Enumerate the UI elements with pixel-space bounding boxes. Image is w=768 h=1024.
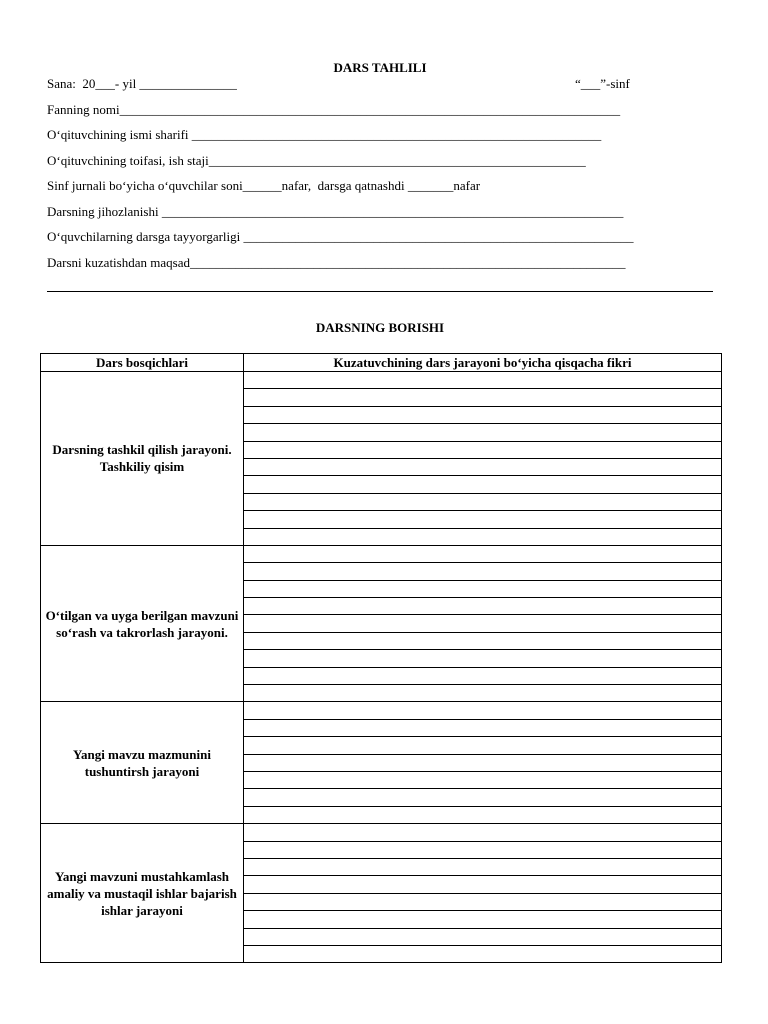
writing-line[interactable] [244,668,721,685]
writing-line[interactable] [244,929,721,946]
writing-line[interactable] [244,702,721,719]
writing-line[interactable] [244,442,721,459]
section-title: DARSNING BORISHI [315,320,445,335]
writing-line[interactable] [244,911,721,928]
writing-line[interactable] [244,494,721,511]
observer-notes-cell [244,372,722,546]
writing-line[interactable] [244,598,721,615]
column-header-stages: Dars bosqichlari [41,354,244,372]
stage-label: Yangi mavzu mazmunini tushuntirsh jarayoni [41,702,244,824]
class-field: “___”-sinf [575,76,630,91]
date-line: Sana: 20___- yil _______________ [47,76,237,91]
writing-line[interactable] [244,789,721,806]
table-row [41,702,722,824]
writing-line[interactable] [244,946,721,962]
writing-line[interactable] [244,633,721,650]
writing-line[interactable] [244,894,721,911]
teacher-category-line: O‘qituvchining toifasi, ish staji__________________________________________________________ [47,153,586,168]
writing-line[interactable] [244,615,721,632]
writing-line[interactable] [244,859,721,876]
page-title: DARS TAHLILI [333,60,427,75]
stage-label: Yangi mavzuni mustahkamlash amaliy va mustaqil ishlar bajarish ishlar jarayoni [41,824,244,963]
writing-line[interactable] [244,807,721,823]
lesson-progress-table [40,353,722,963]
table-header-row [41,354,722,372]
writing-line[interactable] [244,772,721,789]
writing-line[interactable] [244,755,721,772]
writing-line[interactable] [244,876,721,893]
writing-line[interactable] [244,685,721,701]
observer-notes-cell [244,702,722,824]
student-count-line: Sinf jurnali bo‘yicha o‘quvchilar soni______nafar, darsga qatnashdi _______nafar [47,178,481,193]
table-row [41,372,722,546]
subject-name-line: Fanning nomi_____________________________________________________________________________ [47,102,621,117]
writing-line[interactable] [244,650,721,667]
writing-line[interactable] [244,424,721,441]
writing-line[interactable] [244,581,721,598]
lesson-equipment-line: Darsning jihozlanishi _______________________________________________________________________ [47,204,624,219]
writing-line[interactable] [244,563,721,580]
writing-line[interactable] [244,389,721,406]
writing-line[interactable] [244,546,721,563]
writing-line[interactable] [244,372,721,389]
writing-line[interactable] [244,842,721,859]
observation-goal-line: Darsni kuzatishdan maqsad___________________________________________________________________ [47,255,626,270]
table-row [41,545,722,702]
writing-line[interactable] [244,459,721,476]
writing-line[interactable] [244,476,721,493]
student-preparedness-line: O‘quvchilarning darsga tayyorgarligi ____________________________________________________________ [47,229,634,244]
writing-line[interactable] [244,407,721,424]
writing-line[interactable] [244,737,721,754]
writing-line[interactable] [244,511,721,528]
column-header-observer-notes: Kuzatuvchining dars jarayoni bo‘yicha qisqacha fikri [244,354,722,372]
observer-notes-cell [244,545,722,702]
observer-notes-cell [244,824,722,963]
stage-label: O‘tilgan va uyga berilgan mavzuni so‘rash va takrorlash jarayoni. [41,545,244,702]
writing-line[interactable] [244,720,721,737]
teacher-name-line: O‘qituvchining ismi sharifi _______________________________________________________________ [47,127,602,142]
writing-line[interactable] [244,824,721,841]
blank-rule [47,291,713,292]
table-row [41,824,722,963]
stage-label: Darsning tashkil qilish jarayoni. Tashkiliy qisim [41,372,244,546]
writing-line[interactable] [244,529,721,545]
